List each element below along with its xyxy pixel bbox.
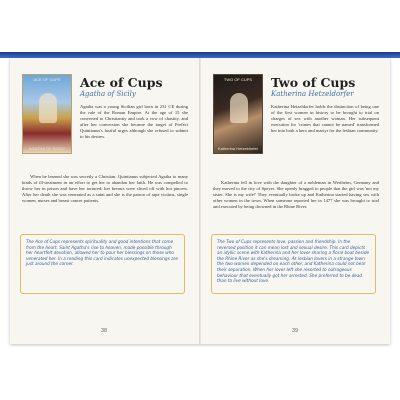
intro-paragraph: Katherina Hetzeldorfer holds the distinction of being one of the first women in history to be brought to trial on charges of sex with another woman. Her subsequent execution for 'crimes that cannot be named' transformed her into both a hero and martyr for the lesbian community. (271, 104, 379, 134)
meaning-callout-text: The Ace of Cups represents spirituality and good intentions that come from the heart. Saint Agatha's rise to heaven, made possible through her heartfelt devotion, allowed her to pour her blessings on those who venerated her. In a reading this card indicates unexpected blessings are just around the corner. (26, 239, 178, 267)
page-number: 38 (100, 328, 108, 334)
page-number: 39 (291, 328, 299, 334)
body-paragraph: When he learned she was secretly a Christian, Quintianus subjected Agatha to many kinds of ill-treatment in an effort to get her to abandon her faith. He was compelled to throw her in prison and have her tortured; her breasts were sliced off with hot pincers. After her death she was venerated as a saint and she is the patron of rape victims, single women, nurses and breast cancer patients. (22, 174, 188, 204)
page-left (10, 58, 199, 344)
card-caption-top: ACE OF CUPS (33, 77, 61, 82)
card-caption-bottom: AGATHA OF SICILY (28, 146, 66, 151)
body-paragraph: Katherina fell in love with the daughter of a nobleman in Wertheim, Germany and they moved to the city of Speyer. She openly bragged to people that the girl was 'not my sister. She is my wife!' They eventually broke up and Katherina started having sex with other women in the town. When someone reported her in 1477 she was brought to trial and executed by being drowned in the Rhine River. (213, 180, 379, 210)
meaning-callout-box (211, 234, 376, 294)
card-title: Ace of Cups (80, 75, 163, 90)
two-of-cups-card-illustration (213, 74, 263, 154)
card-caption-top: TWO OF CUPS (223, 77, 253, 82)
card-heading (271, 76, 383, 99)
intro-paragraph: Agatha was a young Sicilian girl born in 231 CE during the rule of the Roman Empire. At the age of 15 she converted to Christianity and took a vow of chastity, and after her conversion she became the target of Prefect Quintianus's lustful urges although she refused to submit to his desires. (80, 104, 188, 140)
card-caption-bottom: Katherina Hetzeldorfer (217, 146, 259, 151)
card-title: Two of Cups (271, 75, 356, 90)
page-right (201, 58, 390, 344)
meaning-callout-text: The Two of Cups represents love, passion and friendship. In the reversed position it can mean lost and sexual desire. This card depicts an idyllic scene with Katherina and her lover sharing a floral boat beside the Rhine River as she's dreaming. As lesbian lovers in a strange town the two women depended on each other, and Katherina could not bear their separation. When her lover left she resorted to outrageous behaviour that eventually got her arrested. She preferred to be dead than to live without love. (217, 239, 370, 284)
saint-figure-icon (39, 93, 57, 123)
card-subtitle: Katherina Hetzeldorfer (271, 90, 354, 98)
card-heading (80, 76, 192, 99)
lovers-figure-icon (230, 93, 248, 123)
meaning-callout-box (20, 234, 185, 294)
book-spread (10, 58, 390, 344)
card-subtitle: Agatha of Sicily (80, 90, 136, 98)
ace-of-cups-card-illustration (22, 74, 72, 154)
